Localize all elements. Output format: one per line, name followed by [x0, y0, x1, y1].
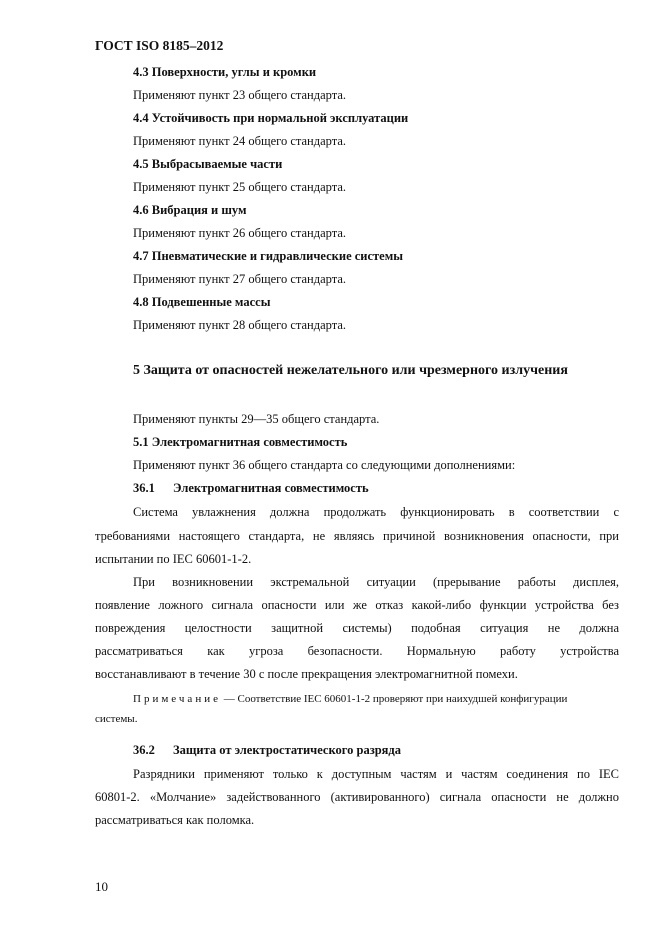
paragraph-2-line-4: рассматриваться как угроза безопасности. Нормальную работу устройства [95, 644, 619, 658]
text-4-8: Применяют пункт 28 общего стандарта. [133, 318, 347, 332]
clause-36-2-title: Защита от электростатического разряда [173, 743, 402, 757]
heading-4-4: 4.4 Устойчивость при нормальной эксплуатации [133, 111, 409, 125]
text-4-6: Применяют пункт 26 общего стандарта. [133, 226, 347, 240]
paragraph-1-line-2: требованиями настоящего стандарта, не являясь причиной возникновения опасности, при [95, 529, 619, 543]
page-number: 10 [95, 879, 108, 894]
document-header: ГОСТ ISO 8185–2012 [95, 38, 224, 53]
paragraph-2-line-5: восстанавливают в течение 30 с после прекращения электромагнитной помехи. [95, 667, 518, 681]
heading-4-6: 4.6 Вибрация и шум [133, 203, 247, 217]
paragraph-3-line-3: рассматриваться как поломка. [95, 813, 255, 827]
paragraph-2-line-1: При возникновении экстремальной ситуации (прерывание работы дисплея, [133, 575, 619, 589]
note-text: — Соответствие IEC 60601-1-2 проверяют при наихудшей конфигурации [220, 693, 568, 705]
heading-4-8: 4.8 Подвешенные массы [133, 295, 271, 309]
section-5-intro: Применяют пункты 29—35 общего стандарта. [133, 412, 380, 426]
heading-4-3: 4.3 Поверхности, углы и кромки [133, 65, 317, 79]
clause-36-1-number: 36.1 [133, 481, 155, 495]
paragraph-1-line-1: Система увлажнения должна продолжать функционировать в соответствии с [133, 505, 619, 519]
heading-5-1: 5.1 Электромагнитная совместимость [133, 435, 348, 449]
paragraph-3-line-2: 60801-2. «Молчание» задействованного (активированного) сигнала опасности не должно [95, 790, 619, 804]
heading-4-7: 4.7 Пневматические и гидравлические системы [133, 249, 404, 263]
note-continuation: системы. [95, 713, 138, 725]
paragraph-1-line-3: испытании по IEC 60601-1-2. [95, 552, 252, 566]
clause-36-2-number: 36.2 [133, 743, 155, 757]
paragraph-3-line-1: Разрядники применяют только к доступным частям и частям соединения по IEC [133, 767, 619, 781]
text-5-1: Применяют пункт 36 общего стандарта со следующими дополнениями: [133, 458, 516, 472]
text-4-7: Применяют пункт 27 общего стандарта. [133, 272, 347, 286]
section-5-heading: 5 Защита от опасностей нежелательного или чрезмерного излучения [133, 363, 568, 378]
paragraph-2-line-3: повреждения целостности защитной системы) подобная ситуация не должна [95, 621, 619, 635]
paragraph-2-line-2: появление ложного сигнала опасности или же отказ какой-либо функции устройства без [95, 598, 619, 612]
note [133, 693, 567, 705]
text-4-4: Применяют пункт 24 общего стандарта. [133, 134, 347, 148]
clause-36-1-title: Электромагнитная совместимость [173, 481, 369, 495]
text-4-5: Применяют пункт 25 общего стандарта. [133, 180, 347, 194]
text-4-3: Применяют пункт 23 общего стандарта. [133, 88, 347, 102]
heading-4-5: 4.5 Выбрасываемые части [133, 157, 283, 171]
note-label: Примечание [133, 693, 221, 705]
